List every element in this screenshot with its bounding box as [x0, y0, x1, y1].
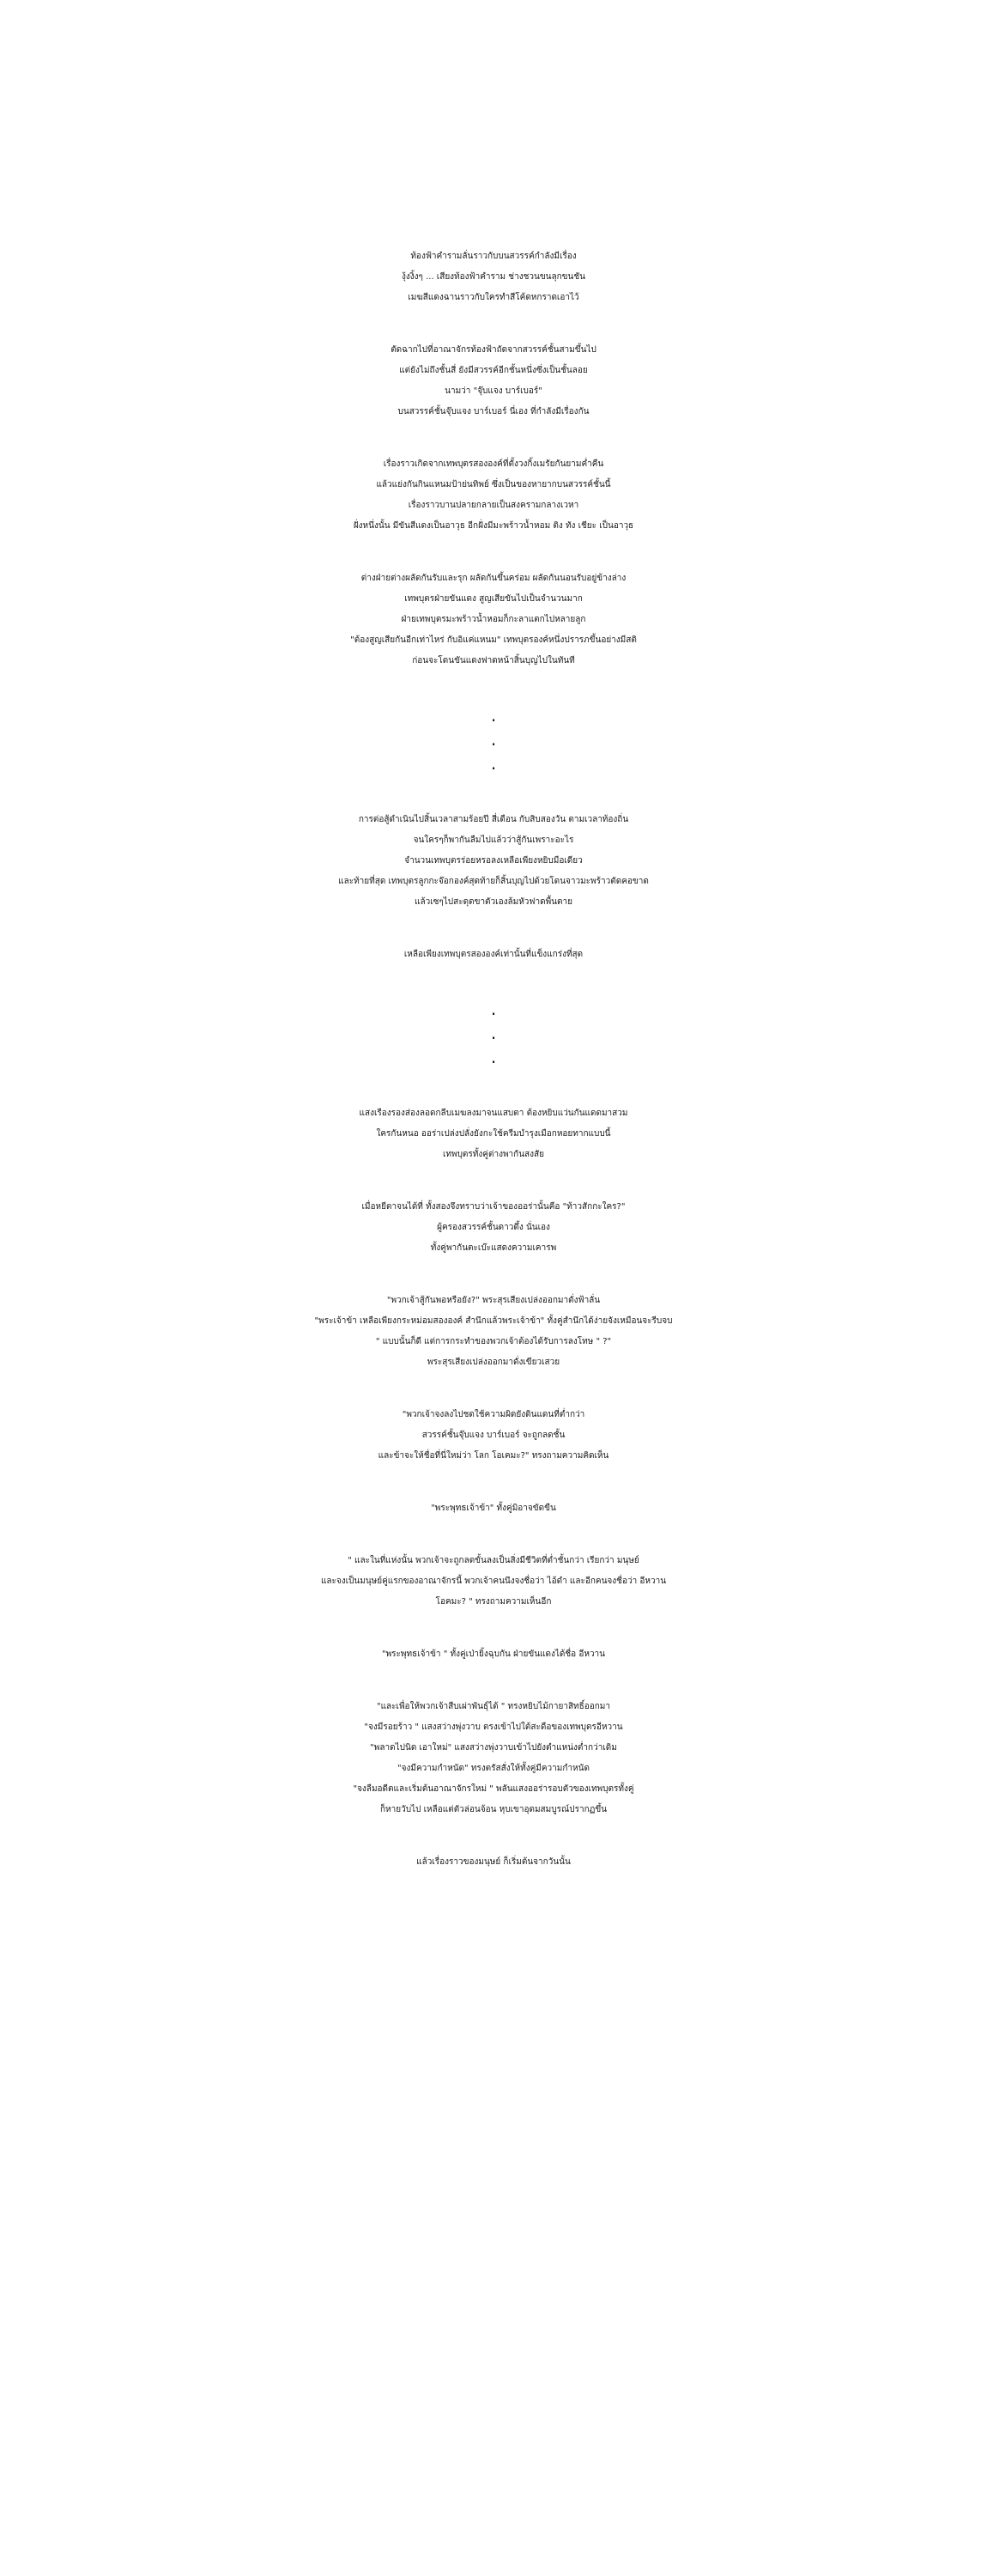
scene-break-dots: [0, 703, 987, 775]
text-line: "ต้องสูญเสียกันอีกเท่าไหร่ กับอิแค่แหนม" เทพบุตรองค์หนึ่งปรารภขึ้นอย่างมีสติ: [350, 635, 637, 645]
scene-break-dot: .: [490, 999, 497, 1019]
story-paragraph: [0, 1852, 987, 1873]
text-line: และจงเป็นมนุษย์คู่แรกของอาณาจักรนี้ พวกเจ้าคนนึงจงชื่อว่า ไอ้ดำ และอีกคนจงชื่อว่า อีหวาน: [320, 1577, 667, 1586]
text-line: ตัดฉากไปที่อาณาจักรท้องฟ้าถัดจากสวรรค์ชั้นสามขึ้นไป: [391, 345, 596, 355]
text-line: โอคมะ? " ทรงถามความเห็นอีก: [435, 1597, 552, 1607]
text-line: งุ้งงิ้งๆ ... เสียงท้องฟ้าคำราม ช่างชวนขนลุกขนชัน: [402, 272, 585, 282]
text-line: "พระเจ้าข้า เหลือเพียงกระหม่อมสององค์ สำนึกแล้วพระเจ้าข้า" ทั้งคู่สำนึกได้ง่ายจังเหมือนจะรีบจบ: [314, 1316, 673, 1326]
story-paragraph: [0, 1405, 987, 1467]
text-line: เหลือเพียงเทพบุตรสององค์เท่านั้นที่แข็งแกร่งที่สุด: [403, 950, 584, 959]
story-paragraph: [0, 340, 987, 422]
story-paragraph: [0, 454, 987, 537]
text-line: ก่อนจะโดนขันแดงฟาดหน้าสิ้นบุญไปในทันที: [412, 656, 575, 665]
text-line: จำนวนเทพบุตรร่อยหรอลงเหลือเพียงหยิบมือเดียว: [404, 856, 583, 866]
text-line: " และในที่แห่งนั้น พวกเจ้าจะถูกลดขั้นลงเป็นสิ่งมีชีวิตที่ต่ำชั้นกว่า เรียกว่า มนุษย์: [348, 1556, 639, 1565]
text-line: เทพบุตรฝ่ายขันแดง สูญเสียขันไปเป็นจำนวนมาก: [404, 594, 583, 604]
story-paragraph: [0, 1103, 987, 1165]
text-line: "และเพื่อให้พวกเจ้าสืบเผ่าพันธุ์ได้ " ทรงหยิบไม้กายาสิทธิ์ออกมา: [376, 1702, 611, 1711]
text-line: "พวกเจ้าสู้กันพอหรือยัง?" พระสุรเสียงเปล่งออกมาดั่งฟ้าลั่น: [386, 1296, 601, 1305]
story-paragraph: [0, 1291, 987, 1373]
text-line: แล้วเซๆไปสะดุดขาตัวเองล้มหัวฟาดพื้นตาย: [415, 897, 572, 907]
text-line: ฝั่งหนึ่งนั้น มีขันสีแดงเป็นอาวุธ อีกฝั่งมีมะพร้าวน้ำหอม ติง ทัง เชียะ เป็นอาวุธ: [353, 521, 634, 531]
story-paragraph: [0, 1551, 987, 1613]
text-line: และท้ายที่สุด เทพบุตรลูกกะจ๊อกองค์สุดท้ายก็สิ้นบุญไปด้วยโดนจาวมะพร้าวตัดคอขาด: [338, 877, 649, 886]
text-line: แสงเรืองรองส่องลอดกลีบเมฆลงมาจนแสบตา ต้องหยิบแว่นกันแดดมาสวม: [359, 1109, 628, 1118]
story-paragraph: [0, 568, 987, 671]
story-paragraph: [0, 1498, 987, 1519]
text-line: "จงมีรอยร้าว " แสงสว่างพุ่งวาบ ตรงเข้าไปใต้สะดือของเทพบุตรอีหวาน: [364, 1722, 623, 1732]
text-line: "จงมีความกำหนัด" ทรงตรัสสั่งให้ทั้งคู่มีความกำหนัด: [397, 1764, 590, 1773]
text-line: จนใครๆก็พากันลืมไปแล้วว่าสู้กันเพราะอะไร: [413, 835, 574, 845]
text-line: พระสุรเสียงเปล่งออกมาดั่งเขียวเสวย: [427, 1358, 560, 1367]
scene-break-dot: .: [490, 753, 497, 774]
text-line: "พวกเจ้าจงลงไปชดใช้ความผิดยังดินแดนที่ต่ำกว่า: [402, 1410, 585, 1419]
text-line: "พลาดไปนิด เอาใหม่" แสงสว่างพุ่งวาบเข้าไปยังตำแหน่งต่ำกว่าเดิม: [370, 1743, 617, 1753]
text-line: สวรรค์ชั้นจุ๊บแจง บาร์เบอร์ จะถูกลดชั้น: [421, 1431, 566, 1440]
scene-break-dot: .: [490, 1023, 497, 1043]
text-line: แล้วเรื่องราวของมนุษย์ ก็เริ่มต้นจากวันนั้น: [416, 1857, 571, 1867]
text-line: ฝ่ายเทพบุตรมะพร้าวน้ำหอมก็กะลาแตกไปหลายลูก: [401, 615, 586, 624]
text-line: ผู้ครองสวรรค์ชั้นดาวดึ้ง นั่นเอง: [437, 1223, 550, 1232]
text-line: เมฆสีแดงฉานราวกับใครทำสีโค้ดหกราดเอาไว้: [408, 293, 579, 302]
text-line: และข้าจะให้ชื่อที่นี่ใหม่ว่า โลก โอเคมะ?" ทรงถามความคิดเห็น: [378, 1451, 609, 1461]
scene-break-dot: .: [490, 1047, 497, 1067]
text-line: "พระพุทธเจ้าข้า" ทั้งคู่มิอาจขัดขืน: [431, 1504, 556, 1513]
text-line: นามว่า "จุ๊บแจง บาร์เบอร์": [445, 386, 542, 396]
scene-break-dot: .: [490, 729, 497, 750]
text-line: "จงลืมอดีตและเริ่มต้นอาณาจักรใหม่ " พลันแสงออร่ารอบตัวของเทพบุตรทั้งคู่: [353, 1784, 634, 1794]
text-line: เรื่องราวบานปลายกลายเป็นสงครามกลางเวหา: [408, 501, 579, 510]
text-line: ทั้งคู่พากันตะเบ๊ะแสดงความเคารพ: [430, 1243, 557, 1253]
text-line: เมื่อหยีตาจนได้ที่ ทั้งสองจึงทราบว่าเจ้าของออร่านั้นคือ "ท้าวสักกะใคร?": [361, 1202, 626, 1212]
text-line: ต่างฝ่ายต่างผลัดกันรับและรุก ผลัดกันขึ้นคร่อม ผลัดกันนอนรับอยู่ข้างล่าง: [360, 574, 627, 583]
text-line: ใครกันหนอ ออร่าเปล่งปลั่งยังกะใช้ครีมบำรุงเมือกหอยทากแบบนี้: [376, 1129, 611, 1139]
scene-break-dot: .: [490, 705, 497, 726]
text-line: ท้องฟ้าคำรามลั่นราวกับบนสวรรค์กำลังมีเรื่อง: [410, 252, 577, 261]
text-line: "พระพุทธเจ้าข้า " ทั้งคู่เป่ายิ้งฉุบกัน ฝ่ายขันแดงได้ชื่อ อีหวาน: [381, 1649, 606, 1659]
text-line: แล้วแย่งกันกินแหนมป้าย่นทิพย์ ซึ่งเป็นของหายากบนสวรรค์ชั้นนี้: [376, 480, 611, 489]
text-line: " แบบนั้นก็ดี แต่การกระทำของพวกเจ้าต้องได้รับการลงโทษ " ?": [375, 1337, 612, 1346]
text-line: แต่ยังไม่ถึงชั้นสี่ ยังมีสวรรค์อีกชั้นหนึ่งซึ่งเป็นชั้นลอย: [399, 366, 588, 375]
scene-break-dots: [0, 997, 987, 1069]
story-paragraph: [0, 1644, 987, 1665]
story-paragraph: [0, 1197, 987, 1259]
story-paragraph: [0, 945, 987, 965]
text-line: ก็หายวับไป เหลือแต่ตัวล่อนจ้อน หุบเขาอุดมสมบูรณ์ปรากฏขึ้น: [379, 1805, 608, 1814]
text-line: เรื่องราวเกิดจากเทพบุตรสององค์ที่ตั้งวงกิ้งเมรัยกันยามค่ำคืน: [383, 459, 604, 469]
story-paragraph: [0, 1697, 987, 1820]
text-line: เทพบุตรทั้งคู่ต่างพากันสงสัย: [442, 1150, 545, 1159]
text-line: บนสวรรค์ชั้นจุ๊บแจง บาร์เบอร์ นี่เอง ที่กำลังมีเรื่องกัน: [397, 407, 590, 416]
story-paragraph: [0, 246, 987, 308]
text-line: การต่อสู้ดำเนินไปสิ้นเวลาสามร้อยปี สี่เดือน กับสิบสองวัน ตามเวลาท้องถิ่น: [358, 815, 629, 824]
story-paragraph: [0, 810, 987, 913]
